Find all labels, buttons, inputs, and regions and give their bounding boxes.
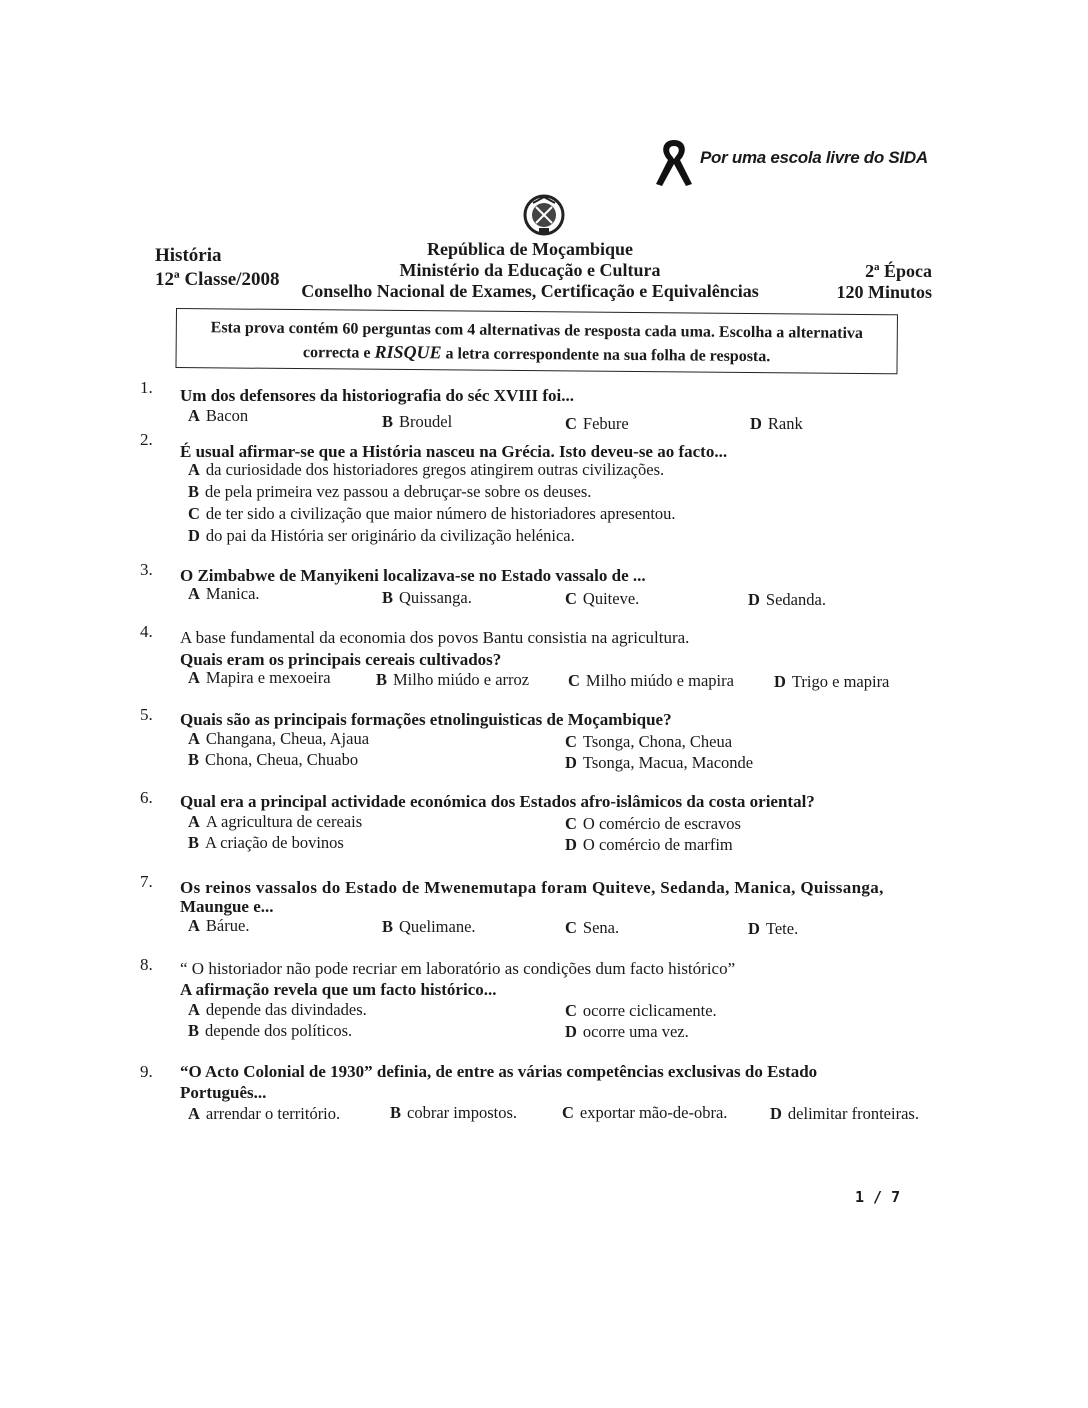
question-stem: Os reinos vassalos do Estado de Mwenemutapa foram Quiteve, Sedanda, Manica, Quissanga, [180,878,884,897]
instructions-line-1: Esta prova contém 60 perguntas com 4 alternativas de resposta cada uma. Escolha a alternativa [210,319,864,342]
option-c: C Tsonga, Chona, Cheua [565,732,733,751]
ministry-name: Ministério da Educação e Cultura [399,260,661,280]
option-a: A Changana, Cheua, Ajaua [188,729,370,748]
option-c: C O comércio de escravos [565,814,741,833]
option-b: B Broudel [382,412,453,431]
question-stem-continued: Português... [180,1083,267,1102]
option-a: A arrendar o território. [188,1104,341,1123]
option-a: A Manica. [188,584,260,603]
option-a: A depende das divindades. [188,1000,367,1019]
option-d: D Sedanda. [748,590,826,609]
question-stem: Quais eram os principais cereais cultivados? [180,650,502,669]
option-c: C Sena. [565,918,620,937]
question-number: 6. [140,788,153,807]
option-a: A da curiosidade dos historiadores gregos atingirem outras civilizações. [188,460,665,479]
option-b: B Chona, Cheua, Chuabo [188,750,359,769]
header-right [820,261,932,303]
question-9 [140,1062,940,1132]
question-number: 8. [140,955,153,974]
question-number: 9. [140,1062,153,1081]
header-center [270,239,790,302]
option-d: D Tsonga, Macua, Maconde [565,753,754,772]
option-b: B depende dos políticos. [188,1021,353,1040]
council-name: Conselho Nacional de Exames, Certificação e Equivalências [301,281,759,301]
question-stem: “O Acto Colonial de 1930” definia, de entre as várias competências exclusivas do Estado [180,1062,818,1081]
option-d: D Rank [750,414,803,433]
instructions-box [175,308,897,374]
option-c: C Quiteve. [565,589,640,608]
risque-emphasis: RISQUE [374,341,442,363]
option-b: B Quelimane. [382,917,476,936]
question-2 [140,430,940,550]
exam-duration: 120 Minutos [836,282,932,302]
option-c: C Milho miúdo e mapira [568,671,734,690]
question-number: 4. [140,622,153,641]
question-1 [140,378,940,438]
question-5 [140,705,940,775]
option-c: C ocorre ciclicamente. [565,1001,717,1020]
aids-ribbon-icon [652,136,696,193]
question-number: 2. [140,430,153,449]
option-d: D delimitar fronteiras. [770,1104,919,1123]
question-intro: A base fundamental da economia dos povos Bantu consistia na agricultura. [180,628,690,647]
question-number: 1. [140,378,153,397]
instructions-line-2: correcta e RISQUE a letra correspondente na sua folha de resposta. [302,341,771,366]
question-4 [140,622,940,697]
question-number: 3. [140,560,153,579]
option-b: B A criação de bovinos [188,833,344,852]
question-intro: “ O historiador não pode recriar em laboratório as condições dum facto histórico” [180,959,736,978]
question-number: 5. [140,705,153,724]
question-6 [140,788,940,858]
option-b: B de pela primeira vez passou a debruçar-se sobre os deuses. [188,482,592,501]
question-stem: Quais são as principais formações etnolinguisticas de Moçambique? [180,710,672,729]
question-stem: Qual era a principal actividade económica dos Estados afro-islâmicos da costa oriental? [180,792,815,811]
question-stem: O Zimbabwe de Manyikeni localizava-se no Estado vassalo de ... [180,566,646,585]
header-left [155,243,279,293]
national-emblem-icon [521,193,567,242]
class-year: 12ª Classe/2008 [155,269,280,290]
question-3 [140,560,940,615]
option-c: C Febure [565,414,629,433]
question-7 [140,872,940,942]
option-a: A Mapira e mexoeira [188,668,331,687]
option-d: D O comércio de marfim [565,835,733,854]
option-a: A A agricultura de cereais [188,812,363,831]
option-b: B cobrar impostos. [390,1103,517,1122]
question-stem: Um dos defensores da historiografia do séc XVIII foi... [180,386,574,405]
option-b: B Quissanga. [382,588,472,607]
exam-epoch: 2ª Época [865,261,932,281]
slogan [652,138,928,190]
option-d: D do pai da História ser originário da civilização helénica. [188,526,575,545]
option-b: B Milho miúdo e arroz [376,670,530,689]
republic-name: República de Moçambique [426,239,633,259]
option-c: C de ter sido a civilização que maior número de historiadores apresentou. [188,504,676,523]
option-c: C exportar mão-de-obra. [562,1103,728,1122]
question-stem: A afirmação revela que um facto histórico... [180,980,497,999]
question-stem-continued: Maungue e... [180,897,274,916]
option-a: A Bárue. [188,916,250,935]
slogan-text: Por uma escola livre do SIDA [700,148,928,167]
option-d: D Tete. [748,919,799,938]
option-a: A Bacon [188,406,249,425]
page-number: 1 / 7 [855,1188,901,1206]
question-stem: É usual afirmar-se que a História nasceu na Grécia. Isto deveu-se ao facto... [180,442,728,461]
question-number: 7. [140,872,153,891]
question-8 [140,955,940,1045]
option-d: D Trigo e mapira [774,672,890,691]
option-d: D ocorre uma vez. [565,1022,689,1041]
subject-title: História [155,245,222,266]
